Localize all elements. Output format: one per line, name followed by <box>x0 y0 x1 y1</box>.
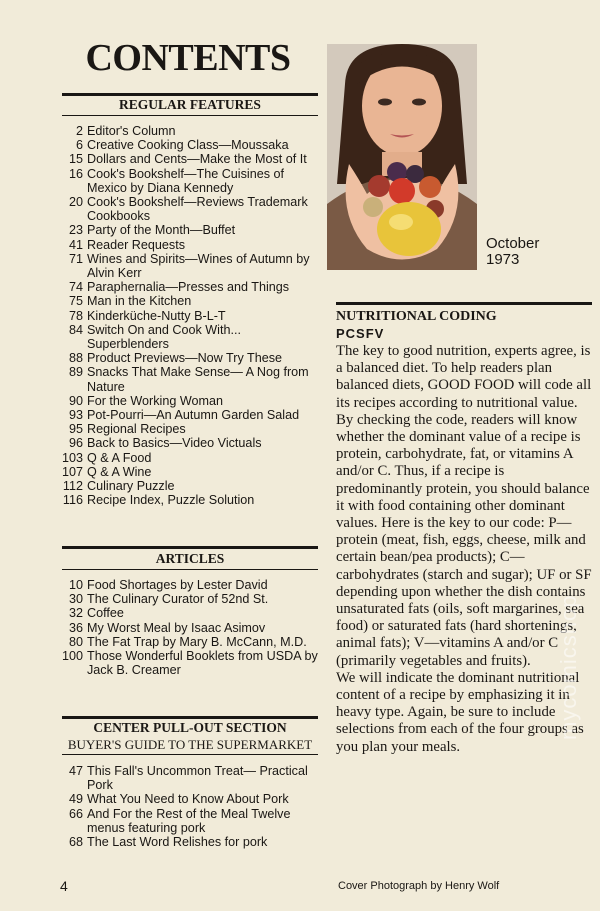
cover-date-year: 1973 <box>486 251 520 268</box>
articles-heading: ARTICLES <box>155 551 225 566</box>
entry-title: Recipe Index, Puzzle Solution <box>87 493 255 508</box>
contents-entry <box>62 365 322 393</box>
entry-page-number: 93 <box>68 408 83 423</box>
entry-title: Food Shortages by Lester David <box>87 578 268 592</box>
entry-title: The Fat Trap by Mary B. McCann, M.D. <box>87 634 307 649</box>
entry-title: Editor's Column <box>87 124 176 138</box>
cover-date <box>486 236 539 268</box>
nutritional-paragraph-2: We will indicate the dominant nutritional content of a recipe by emphasizing it in heavy type. Again, be sure to include selections from each of the four groups as you plan your meals. <box>336 669 584 755</box>
regular-features-heading: REGULAR FEATURES <box>119 97 261 112</box>
entry-title: Cook's Bookshelf—Reviews Trademark Cookbooks <box>87 195 308 224</box>
contents-entry <box>62 649 322 677</box>
contents-entry <box>62 578 322 592</box>
entry-title: Pot-Pourri—An Autumn Garden Salad <box>87 408 300 423</box>
pullout-subheading: BUYER'S GUIDE TO THE SUPERMARKET <box>67 737 313 752</box>
contents-entry <box>62 451 322 465</box>
pullout-rule <box>62 754 318 755</box>
entry-title: Snacks That Make Sense— A Nog from Nature <box>87 365 309 394</box>
contents-entry <box>62 167 322 195</box>
contents-entry <box>62 309 322 323</box>
entry-title: The Last Word Relishes for pork <box>87 835 268 850</box>
entry-title: Cook's Bookshelf—The Cuisines of Mexico by Diana Kennedy <box>87 166 284 195</box>
cover-photo <box>327 44 477 270</box>
contents-entry <box>62 792 322 806</box>
nutritional-codes: PCSFV <box>336 326 385 341</box>
contents-entry <box>62 394 322 408</box>
entry-page-number: 75 <box>68 294 83 309</box>
entry-title: For the Working Woman <box>87 393 224 408</box>
entry-title: Wines and Spirits—Wines of Autumn by Alvin Kerr <box>87 251 310 281</box>
contents-entry <box>62 422 322 436</box>
entry-title: The Culinary Curator of 52nd St. <box>87 592 269 607</box>
contents-entry <box>62 124 322 138</box>
pullout-top-rule <box>62 716 318 719</box>
articles-list <box>62 578 322 677</box>
entry-page-number: 116 <box>62 493 83 508</box>
pullout-heading: CENTER PULL-OUT SECTION <box>93 720 287 735</box>
contents-entry <box>62 195 322 223</box>
nutritional-rule <box>336 302 592 305</box>
entry-title: Paraphernalia—Presses and Things <box>87 280 290 295</box>
contents-entry <box>62 465 322 479</box>
entry-page-number: 84 <box>68 322 83 337</box>
regular-features-list <box>62 124 322 507</box>
entry-page-number: 71 <box>68 251 83 266</box>
entry-title: Reader Requests <box>87 237 186 252</box>
entry-title: Kinderküche-Nutty B-L-T <box>87 308 226 323</box>
cover-date-month: October <box>486 235 540 252</box>
entry-page-number: 20 <box>68 195 83 210</box>
entry-page-number: 80 <box>68 634 83 649</box>
cover-photo-illustration <box>327 44 477 270</box>
entry-page-number: 15 <box>68 152 83 167</box>
entry-page-number: 2 <box>75 124 83 138</box>
contents-entry <box>62 323 322 351</box>
entry-title: This Fall's Uncommon Treat— Practical Pork <box>87 764 308 793</box>
regular-features-rule <box>62 115 318 116</box>
contents-entry <box>62 152 322 166</box>
contents-entry <box>62 223 322 237</box>
contents-entry <box>62 436 322 450</box>
entry-page-number: 36 <box>68 620 83 635</box>
entry-page-number: 103 <box>62 450 84 465</box>
entry-title: Man in the Kitchen <box>87 294 192 309</box>
contents-entry <box>62 238 322 252</box>
entry-page-number: 68 <box>68 835 83 850</box>
contents-entry <box>62 408 322 422</box>
entry-page-number: 96 <box>68 436 83 451</box>
entry-page-number: 16 <box>68 166 83 181</box>
contents-entry <box>62 807 322 835</box>
contents-entry <box>62 606 322 620</box>
entry-title: Party of the Month—Buffet <box>87 223 236 238</box>
entry-page-number: 95 <box>68 422 83 437</box>
entry-page-number: 89 <box>68 365 83 380</box>
nutritional-paragraph-1: The key to good nutrition, experts agree, is a balanced diet. To help readers plan balanced diets, GOOD FOOD will code all its recipes according to nutritional value. By checking the code, readers will know whether the dominant value of a recipe is protein, carbohydrate, fat, or vitamins A and/or C. Thus, if a recipe is predominantly protein, you should balance it with food containing other dominant values. Here is the key to our code: P—protein (meat, fish, eggs, cheese, milk and certain bean/pea products); C—carbohydrates (starch and sugar); UF or SF depending upon whether the dish contains unsaturated fats (oils, soft margarines, sea food) or saturated fats (hard shortenings, animal fats); V—vitamins A and/or C (primarily vegetables and fruits). <box>336 343 592 669</box>
entry-title: Back to Basics—Video Victuals <box>87 436 262 451</box>
entry-title: Coffee <box>87 606 124 621</box>
entry-title: My Worst Meal by Isaac Asimov <box>87 620 266 635</box>
entry-title: Culinary Puzzle <box>87 479 175 494</box>
contents-entry <box>62 138 322 152</box>
nutritional-heading: NUTRITIONAL CODING <box>336 309 497 324</box>
contents-entry <box>62 835 322 849</box>
contents-entry <box>62 294 322 308</box>
entry-page-number: 30 <box>68 592 83 607</box>
entry-page-number: 23 <box>68 223 83 238</box>
entry-title: What You Need to Know About Pork <box>87 792 289 807</box>
contents-entry <box>62 493 322 507</box>
contents-entry <box>62 479 322 493</box>
entry-title: Switch On and Cook With... Superblenders <box>87 322 241 352</box>
entry-title: Those Wonderful Booklets from USDA by Jack B. Creamer <box>87 649 318 678</box>
photo-credit: Cover Photograph by Henry Wolf <box>338 880 500 892</box>
page-number: 4 <box>60 878 68 894</box>
entry-page-number: 112 <box>62 479 83 494</box>
contents-entry <box>62 635 322 649</box>
entry-page-number: 88 <box>68 351 83 366</box>
entry-page-number: 47 <box>68 764 83 778</box>
entry-page-number: 107 <box>62 464 84 479</box>
entry-title: And For the Rest of the Meal Twelve menus featuring pork <box>87 806 291 835</box>
contents-entry <box>62 280 322 294</box>
entry-page-number: 74 <box>68 280 83 295</box>
entry-page-number: 10 <box>68 578 83 592</box>
entry-page-number: 66 <box>68 806 83 821</box>
articles-top-rule <box>62 546 318 549</box>
entry-title: Product Previews—Now Try These <box>87 351 283 366</box>
pullout-list <box>62 764 322 849</box>
contents-entry <box>62 252 322 280</box>
contents-entry <box>62 351 322 365</box>
entry-title: Creative Cooking Class—Moussaka <box>87 138 289 153</box>
articles-rule <box>62 569 318 570</box>
title-rule <box>62 93 318 96</box>
page-title: CONTENTS <box>85 37 291 79</box>
entry-title: Q & A Wine <box>87 464 152 479</box>
contents-entry <box>62 621 322 635</box>
entry-page-number: 90 <box>68 393 83 408</box>
entry-page-number: 100 <box>62 649 84 664</box>
watermark: mycomicshop <box>556 594 581 740</box>
entry-title: Regional Recipes <box>87 422 186 437</box>
contents-entry <box>62 592 322 606</box>
entry-title: Dollars and Cents—Make the Most of It <box>87 152 307 167</box>
entry-page-number: 49 <box>68 792 83 807</box>
entry-page-number: 6 <box>75 138 83 153</box>
entry-page-number: 32 <box>68 606 83 621</box>
contents-entry <box>62 764 322 792</box>
entry-title: Q & A Food <box>87 450 152 465</box>
entry-page-number: 41 <box>68 237 83 252</box>
entry-page-number: 78 <box>68 308 83 323</box>
